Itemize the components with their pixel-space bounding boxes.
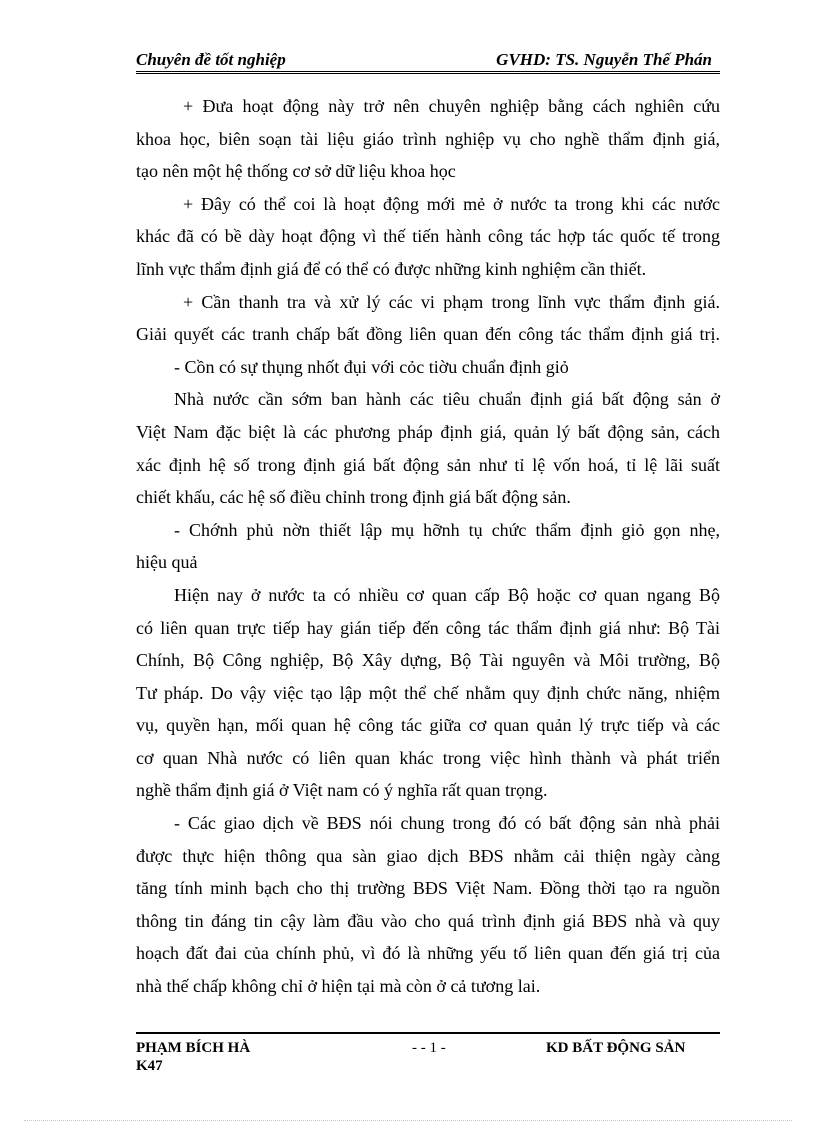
text-line: Việt Nam đặc biệt là các phương pháp định giá, quản lý bất động sản, cách — [136, 421, 720, 442]
text-line: cơ quan Nhà nước có liên quan khác trong việc hình thành và phát triển — [136, 747, 720, 768]
document-body — [136, 90, 720, 1003]
page-number: - - 1 - — [412, 1040, 446, 1056]
text-line: Tư pháp. Do vậy việc tạo lập một thể chế nhằm quy định chức năng, nhiệm — [136, 682, 720, 703]
header-divider — [136, 71, 720, 74]
text-line: Chính, Bộ Công nghiệp, Bộ Xây dựng, Bộ Tài nguyên và Môi trường, Bộ — [136, 650, 720, 671]
text-line: nhà thế chấp không chỉ ở hiện tại mà còn ở cả tương lai. — [136, 976, 541, 997]
text-line: - Chớnh phủ nờn thiết lập mụ hỡnh tụ chức thẩm định giỏ gọn nhẹ, — [174, 519, 720, 540]
page-header — [136, 48, 720, 72]
text-line: Giải quyết các tranh chấp bất đồng liên quan đến công tác thẩm định giá trị. — [136, 324, 720, 345]
text-line: vụ, quyền hạn, mối quan hệ công tác giữa cơ quan quản lý trực tiếp và các — [136, 715, 720, 736]
page-boundary — [24, 1120, 792, 1121]
text-line: - Các giao dịch về BĐS nói chung trong đó có bất động sản nhà phải — [174, 813, 720, 834]
text-line: hoạch đất đai của chính phủ, vì đó là những yếu tố liên quan đến giá trị của — [136, 943, 720, 964]
text-line: tăng tính minh bạch cho thị trường BĐS Việt Nam. Đồng thời tạo ra nguồn — [136, 878, 720, 899]
text-line: nghề thẩm định giá ở Việt nam có ý nghĩa rất quan trọng. — [136, 780, 548, 801]
text-line: - Cồn có sự thụng nhốt đụi với cỏc tiờu chuẩn định giỏ — [174, 356, 569, 377]
text-line: lĩnh vực thẩm định giá để có thể có được những kinh nghiệm cần thiết. — [136, 258, 647, 279]
text-line: được thực hiện thông qua sàn giao dịch BĐS nhằm cải thiện ngày càng — [136, 845, 720, 866]
text-line: khác đã có bề dày hoạt động vì thế tiến hành công tác hợp tác quốc tế trong — [136, 226, 720, 247]
text-line: hiệu quả — [136, 552, 198, 573]
text-line: xác định hệ số trong định giá bất động sản như tỉ lệ vốn hoá, tỉ lệ lãi suất — [136, 454, 720, 475]
header-advisor: GVHD: TS. Nguyễn Thế Phán — [496, 50, 712, 69]
footer-department: KD BẤT ĐỘNG SẢN — [546, 1040, 686, 1056]
text-line: chiết khấu, các hệ số điều chỉnh trong định giá bất động sản. — [136, 487, 571, 508]
text-line: thông tin đáng tin cậy làm đầu vào cho quá trình định giá BĐS nhà và quy — [136, 910, 720, 931]
text-line: Hiện nay ở nước ta có nhiều cơ quan cấp Bộ hoặc cơ quan ngang Bộ — [174, 584, 720, 605]
text-line: + Cần thanh tra và xử lý các vi phạm trong lĩnh vực thẩm định giá. — [183, 291, 720, 312]
text-line: Nhà nước cần sớm ban hành các tiêu chuẩn định giá bất động sản ở — [174, 389, 720, 410]
footer-divider — [136, 1032, 720, 1034]
text-line: có liên quan trực tiếp hay gián tiếp đến công tác thẩm định giá như: Bộ Tài — [136, 617, 720, 638]
text-line: + Đưa hoạt động này trở nên chuyên nghiệp bằng cách nghiên cứu — [183, 96, 720, 116]
footer-class: K47 — [136, 1058, 163, 1074]
header-title: Chuyên đề tốt nghiệp — [136, 50, 286, 69]
text-line: + Đây có thể coi là hoạt động mới mẻ ở nước ta trong khi các nước — [183, 193, 720, 214]
text-line: khoa học, biên soạn tài liệu giáo trình nghiệp vụ cho nghề thẩm định giá, — [136, 128, 720, 149]
footer-author: PHẠM BÍCH HÀ — [136, 1040, 251, 1056]
text-line: tạo nên một hệ thống cơ sở dữ liệu khoa học — [136, 161, 456, 182]
